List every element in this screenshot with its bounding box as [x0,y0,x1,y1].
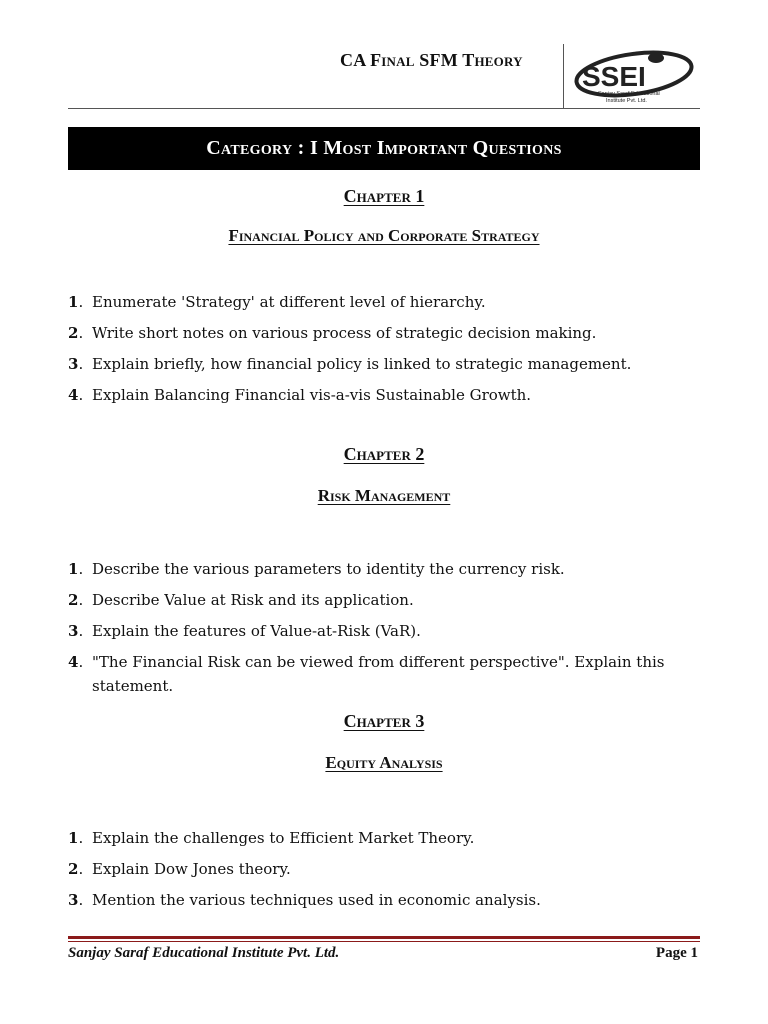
chapter-2-heading-wrap [0,444,768,465]
logo-subtext-2: Institute Pvt. Ltd. [606,98,647,104]
question-number: 2 [68,324,79,342]
question-text: Explain the features of Value-at-Risk (VaR). [92,622,421,640]
question-text: Write short notes on various process of strategic decision making. [92,324,597,342]
list-item: 3. Explain briefly, how financial policy is linked to strategic management. [68,352,708,376]
category-banner-text: Category : I Most Important Questions [206,137,562,159]
list-item: 3. Mention the various techniques used in economic analysis. [68,888,708,912]
question-number: 2 [68,591,79,609]
chapter-heading: Chapter 2 [343,444,425,464]
question-text: Explain Balancing Financial vis-a-vis Sustainable Growth. [92,386,532,404]
question-list [68,826,708,919]
footer-rule [68,936,700,939]
list-item: 2. Explain Dow Jones theory. [68,857,708,881]
chapter-1-heading-wrap [0,186,768,207]
chapter-heading: Chapter 3 [343,711,425,731]
list-item: 3. Explain the features of Value-at-Risk (VaR). [68,619,708,643]
question-number: 1 [68,829,79,847]
question-text: Describe Value at Risk and its application. [92,591,414,609]
ssei-logo [568,48,696,108]
logo-subtext-1: Sanjay Saraf Educational [598,91,660,97]
chapter-title: Equity Analysis [325,753,443,772]
question-number: 3 [68,891,79,909]
question-number: 2 [68,860,79,878]
logo-text: SSEI [582,61,646,92]
header-rule [68,108,700,109]
list-item: 1. Explain the challenges to Efficient Market Theory. [68,826,708,850]
question-number: 3 [68,622,79,640]
list-item: 2. Write short notes on various process of strategic decision making. [68,321,708,345]
footer-rule-thin [68,941,700,942]
category-banner [68,127,700,170]
document-header-title: CA Final SFM Theory [340,50,523,70]
question-number: 3 [68,355,79,373]
question-text: Mention the various techniques used in economic analysis. [92,891,541,909]
question-text: Enumerate 'Strategy' at different level of hierarchy. [92,293,486,311]
chapter-title: Financial Policy and Corporate Strategy [228,226,540,245]
question-text: Describe the various parameters to identity the currency risk. [92,560,565,578]
page-number: Page 1 [655,945,698,961]
chapter-title: Risk Management [317,486,451,505]
question-text: Explain briefly, how financial policy is linked to strategic management. [92,355,632,373]
chapter-heading: Chapter 1 [343,186,425,206]
question-number: 4 [68,653,79,671]
question-list [68,290,708,414]
question-text: "The Financial Risk can be viewed from different perspective". Explain this statement. [92,653,665,695]
list-item: 4. Explain Balancing Financial vis-a-vis Sustainable Growth. [68,383,708,407]
list-item: 1. Describe the various parameters to identity the currency risk. [68,557,708,581]
question-number: 1 [68,293,79,311]
footer-institute: Sanjay Saraf Educational Institute Pvt. Ltd. [68,945,340,961]
question-list [68,557,708,705]
logo-ball-icon [648,53,664,63]
list-item: 4. "The Financial Risk can be viewed from different perspective". Explain this statement. [68,650,708,698]
list-item: 1. Enumerate 'Strategy' at different level of hierarchy. [68,290,708,314]
header-divider [563,44,564,108]
chapter-3-heading-wrap [0,711,768,732]
question-text: Explain Dow Jones theory. [92,860,291,878]
question-text: Explain the challenges to Efficient Market Theory. [92,829,475,847]
question-number: 4 [68,386,79,404]
question-number: 1 [68,560,79,578]
list-item: 2. Describe Value at Risk and its application. [68,588,708,612]
